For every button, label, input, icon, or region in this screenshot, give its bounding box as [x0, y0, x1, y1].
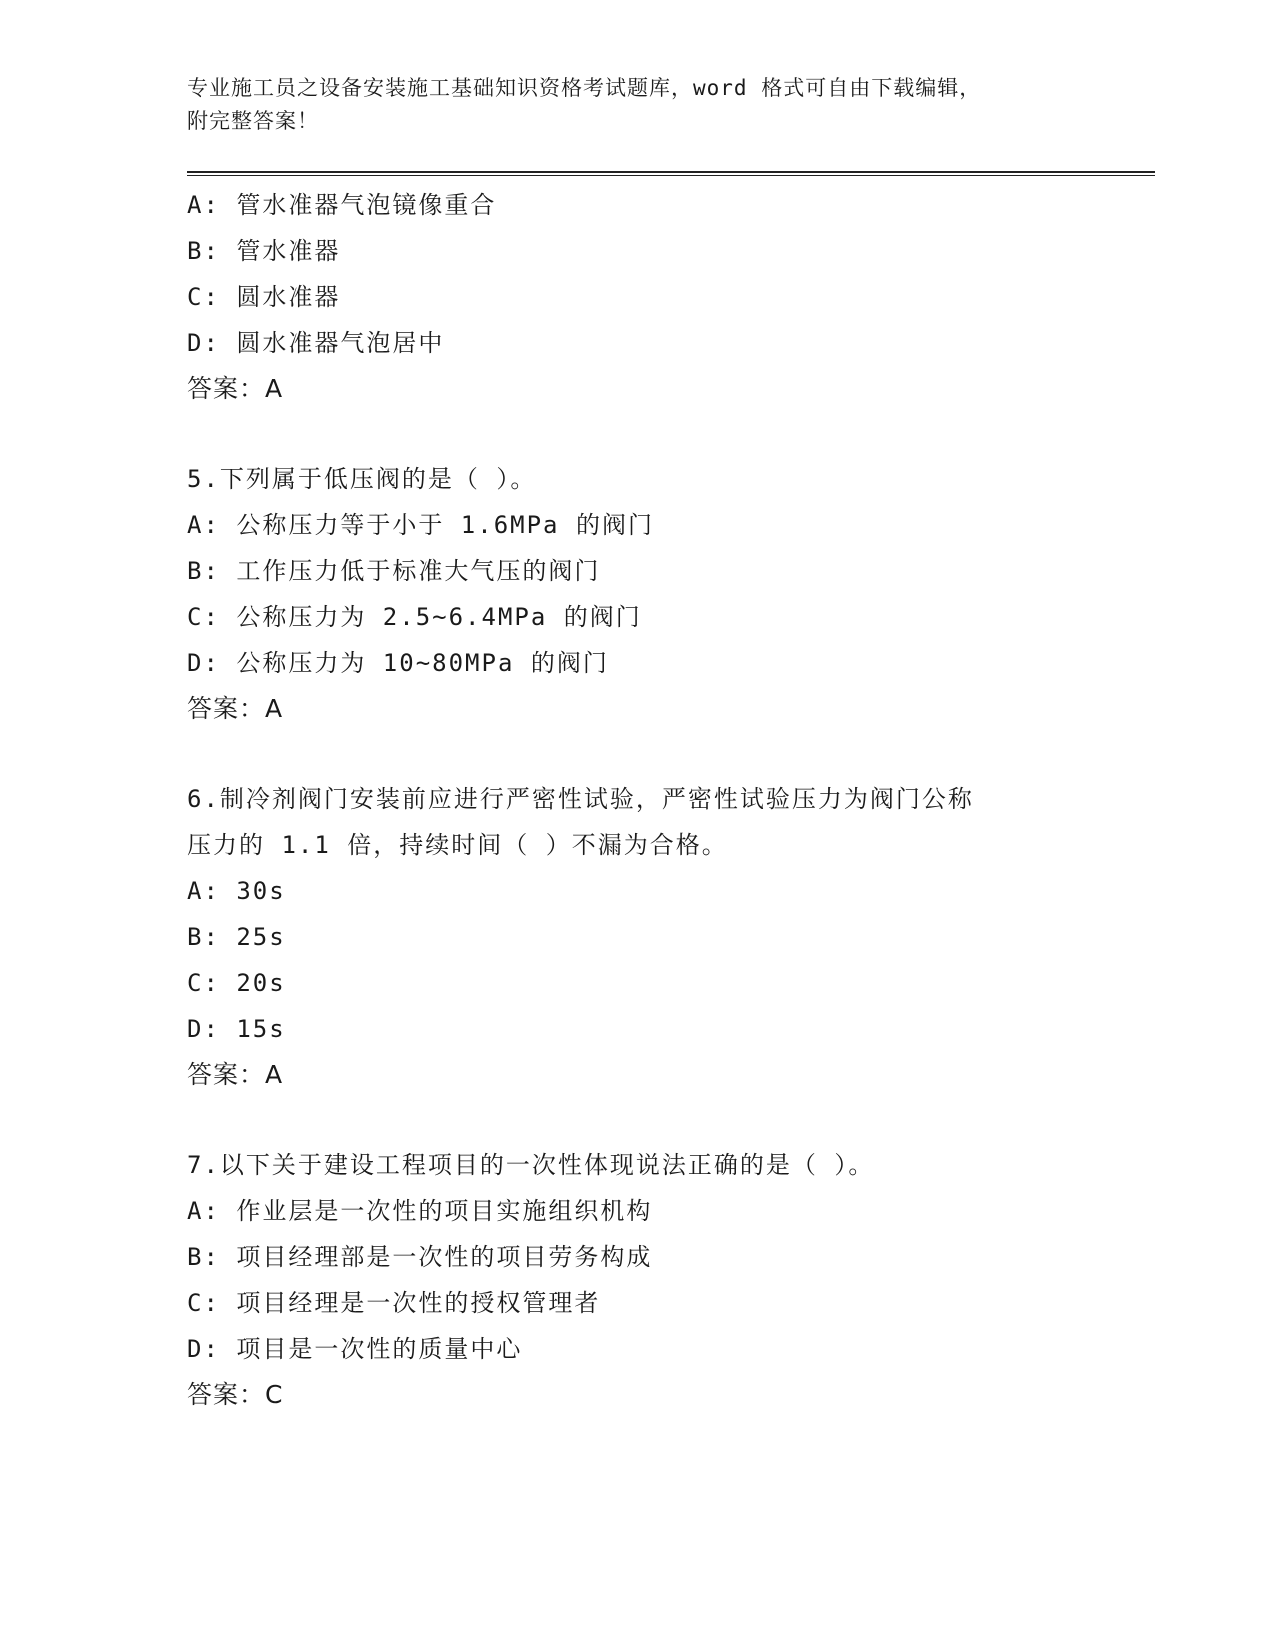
- question-4: [187, 182, 1155, 412]
- option-c: C: 圆水准器: [187, 283, 341, 311]
- option-b: B: 管水准器: [187, 237, 341, 265]
- answer: 答案：A: [187, 694, 284, 723]
- header-line-1: 专业施工员之设备安装施工基础知识资格考试题库，word 格式可自由下载编辑，: [187, 76, 982, 100]
- option-c: C: 20s: [187, 969, 286, 997]
- question-7: [187, 1142, 1155, 1418]
- question-text-line-1: 6.制冷剂阀门安装前应进行严密性试验，严密性试验压力为阀门公称: [187, 785, 974, 813]
- option-d: D: 圆水准器气泡居中: [187, 329, 445, 357]
- option-b: B: 工作压力低于标准大气压的阀门: [187, 557, 601, 585]
- answer: 答案：C: [187, 1380, 284, 1409]
- spacer: [187, 1098, 1155, 1142]
- header-line-2: 附完整答案！: [187, 109, 319, 133]
- question-5: [187, 456, 1155, 732]
- question-text-line-2: 压力的 1.1 倍，持续时间（ ）不漏为合格。: [187, 831, 728, 859]
- option-a: A: 作业层是一次性的项目实施组织机构: [187, 1197, 653, 1225]
- option-c: C: 公称压力为 2.5~6.4MPa 的阀门: [187, 603, 642, 631]
- spacer: [187, 412, 1155, 456]
- option-c: C: 项目经理是一次性的授权管理者: [187, 1289, 601, 1317]
- option-d: D: 15s: [187, 1015, 286, 1043]
- answer: 答案：A: [187, 374, 284, 403]
- document-page: [187, 72, 1155, 1418]
- option-a: A: 公称压力等于小于 1.6MPa 的阀门: [187, 511, 654, 539]
- option-b: B: 项目经理部是一次性的项目劳务构成: [187, 1243, 653, 1271]
- option-d: D: 公称压力为 10~80MPa 的阀门: [187, 649, 609, 677]
- option-d: D: 项目是一次性的质量中心: [187, 1335, 523, 1363]
- question-text: 7.以下关于建设工程项目的一次性体现说法正确的是（ ）。: [187, 1151, 875, 1179]
- option-a: A: 30s: [187, 877, 286, 905]
- question-text: 5.下列属于低压阀的是（ ）。: [187, 465, 537, 493]
- question-6: [187, 776, 1155, 1098]
- document-header: [187, 72, 1155, 138]
- option-a: A: 管水准器气泡镜像重合: [187, 191, 497, 219]
- option-b: B: 25s: [187, 923, 286, 951]
- answer: 答案：A: [187, 1060, 284, 1089]
- header-divider: [187, 171, 1155, 176]
- spacer: [187, 732, 1155, 776]
